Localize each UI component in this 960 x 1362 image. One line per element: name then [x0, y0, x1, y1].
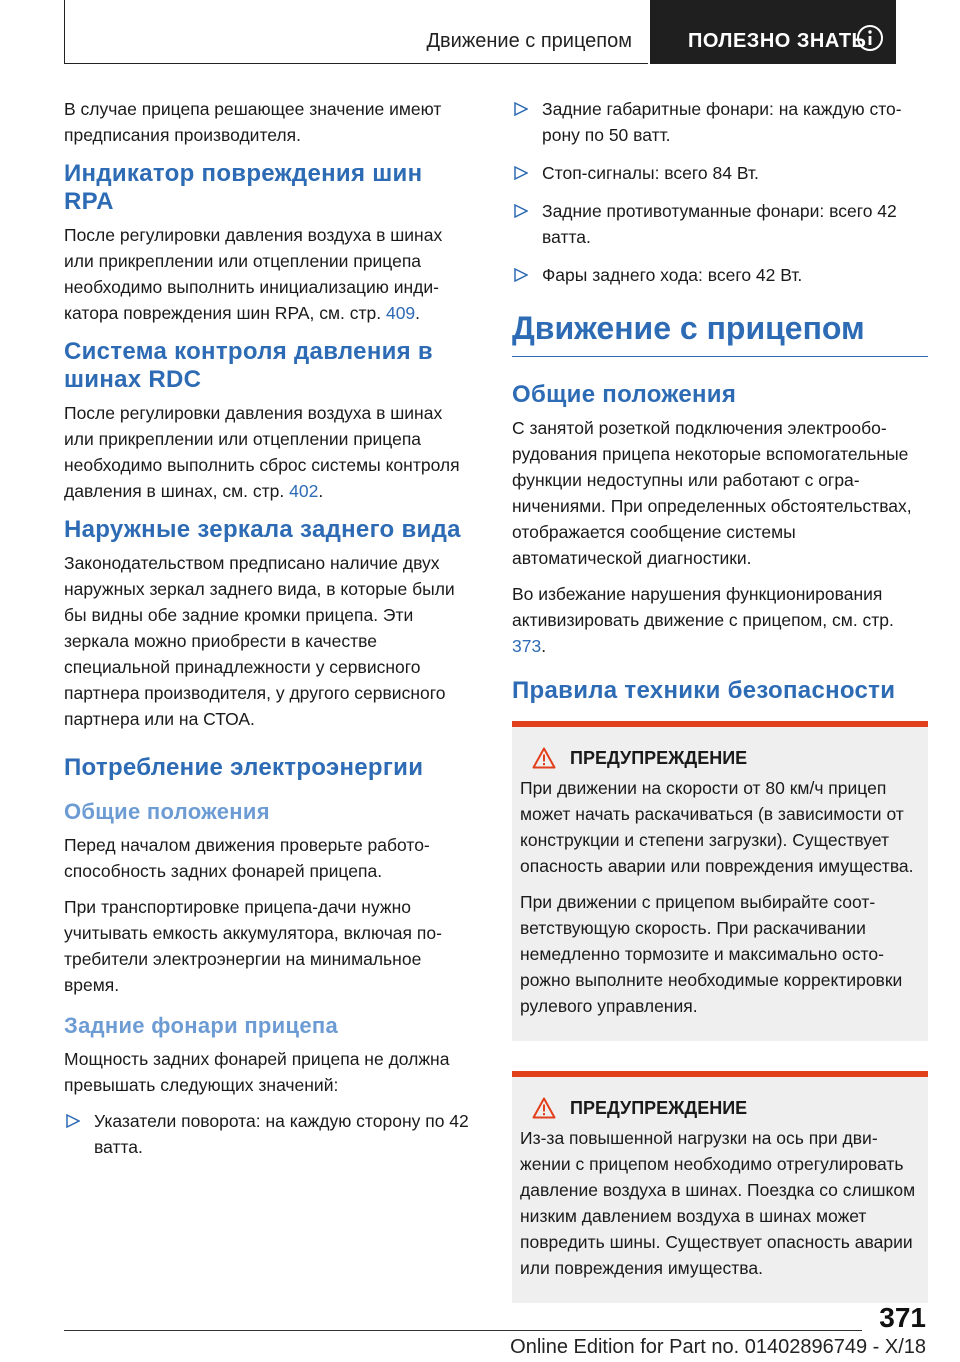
warning-title: ПРЕДУПРЕЖДЕНИЕ: [570, 747, 748, 768]
warning-header: [532, 747, 920, 769]
left-column: [64, 96, 476, 1172]
power-heading: Потребление электроэнергии: [64, 754, 424, 781]
general-paragraph-2: Во избежание нарушения функционирования активизировать движение с прицепом, см. стр. 373.: [512, 584, 894, 656]
power-paragraph-2: При транспортировке прицепа-дачи нужно учитывать емкость аккумулятора, включая потребители электроэнергии на минимальное время.: [64, 897, 442, 995]
general-paragraph-2-body: Во избежание нарушения функционирования активизировать движение с прицепом, см. стр.: [512, 584, 894, 630]
rpa-page-link[interactable]: 409: [385, 303, 416, 323]
list-item: [512, 262, 928, 288]
list-item-text: Фары заднего хода: всего 42 Вт.: [542, 265, 803, 285]
general-paragraph-1: С занятой розеткой подключения электрооборудования прицепа некоторые вспомогательные функции недоступны или работают с ограничениями. При определенных обстоятельствах, отображается сообщение системы автоматической диагностики.: [512, 418, 912, 568]
tab-useful-info[interactable]: [650, 0, 896, 64]
bullet-triangle-icon: [514, 268, 528, 282]
list-item: [512, 198, 928, 250]
warning-paragraph: При движении с прицепом выбирайте соответствующую скорость. При раскачивании немедленно тормозите и максимально осторожно выполните необходимые корректировки рулевого управления.: [520, 892, 903, 1016]
page-link-373[interactable]: 373: [512, 636, 542, 656]
list-item-text: Задние противотуманные фонари: всего 42 ватта.: [542, 201, 897, 247]
info-icon: [856, 24, 884, 52]
intro-text: В случае прицепа решающее значение имеют предписания производителя.: [64, 99, 442, 145]
bullet-triangle-icon: [66, 1114, 80, 1128]
mirrors-text: Законодательством предписано наличие двух наружных зеркал заднего вида, в которые были бы видны обе задние кромки прицепа. Эти зеркала можно приобрести в качестве специальной принадлежности у сервисного партнера производителя, у другого сервисного партнера или на СТОА.: [64, 553, 455, 729]
rdc-body: После регулировки давления воздуха в шинах или прикреплении или отцеплении прицепа необходимо выполнить сброс системы контроля давления в шинах, см. стр.: [64, 403, 460, 501]
bullet-triangle-icon: [514, 166, 528, 180]
lamps-heading: Задние фонари прицепа: [64, 1013, 338, 1038]
warning-title: ПРЕДУПРЕЖДЕНИЕ: [570, 1097, 748, 1118]
rdc-text: После регулировки давления воздуха в шинах или прикреплении или отцеплении прицепа необходимо выполнить сброс системы контроля давления в шинах, см. стр. 402.: [64, 403, 460, 501]
footer-divider: [64, 1330, 862, 1331]
power-general-heading: Общие положения: [64, 799, 270, 824]
rpa-text: После регулировки давления воздуха в шинах или прикреплении или отцеплении прицепа необходимо выполнить инициализацию индикатора повреждения шин RPA, см. стр. 409.: [64, 225, 443, 323]
warning-triangle-icon: [532, 1097, 556, 1119]
warning-paragraph: При движении на скорости от 80 км/ч прицеп может начать раскачиваться (в зависимости от конструкции и степени загрузки). Существует опасность аварии или повреждения имущества.: [520, 778, 914, 876]
main-section-heading: Движение с прицепом: [512, 308, 928, 357]
tab-label: ПОЛЕЗНО ЗНАТЬ: [688, 30, 867, 52]
list-item-text: Указатели поворота: на каждую сторону по 42 ватта.: [94, 1111, 469, 1157]
safety-heading: Правила техники безопасности: [512, 677, 896, 704]
bullet-triangle-icon: [514, 102, 528, 116]
list-item-text: Стоп-сигналы: всего 84 Вт.: [542, 163, 759, 183]
list-item: [64, 1108, 476, 1160]
section-title: Движение с прицепом: [426, 30, 632, 52]
warning-paragraph: Из-за повышенной нагрузки на ось при движении с прицепом необходимо отрегулировать давление воздуха в шинах. Поездка со слишком низким давлением воздуха в шинах может повредить шины. Существует опасность аварии или повреждения имущества.: [520, 1128, 916, 1278]
lamps-text: Мощность задних фонарей прицепа не должна превышать следующих значений:: [64, 1049, 450, 1095]
section-title-box: [64, 0, 648, 64]
rdc-page-link[interactable]: 402: [289, 481, 319, 501]
page-header: [64, 0, 896, 64]
list-item: [512, 96, 928, 148]
mirrors-heading: Наружные зеркала заднего вида: [64, 516, 461, 543]
warning-box: [512, 1071, 928, 1303]
list-item-text: Задние габаритные фонари: на каждую сторону по 50 ватт.: [542, 99, 902, 145]
list-item: [512, 160, 928, 186]
edition-text: Online Edition for Part no. 01402896749 - X/18: [510, 1336, 926, 1358]
rpa-heading: Индикатор повреждения шин RPA: [64, 160, 423, 215]
rdc-heading: Система контроля давления в шинах RDC: [64, 338, 433, 393]
warning-header: [532, 1097, 920, 1119]
lamp-limits-list: [64, 1108, 476, 1160]
rpa-body: После регулировки давления воздуха в шинах или прикреплении или отцеплении прицепа необходимо выполнить инициализацию индикатора повреждения шин RPA, см. стр.: [64, 225, 443, 323]
warning-triangle-icon: [532, 747, 556, 769]
warning-box: [512, 721, 928, 1041]
general-heading: Общие положения: [512, 381, 737, 408]
lamp-limits-list-continued: [512, 96, 928, 288]
bullet-triangle-icon: [514, 204, 528, 218]
power-paragraph-1: Перед началом движения проверьте работоспособность задних фонарей прицепа.: [64, 835, 430, 881]
right-column: [512, 96, 928, 1303]
page-number: 371: [879, 1302, 926, 1333]
